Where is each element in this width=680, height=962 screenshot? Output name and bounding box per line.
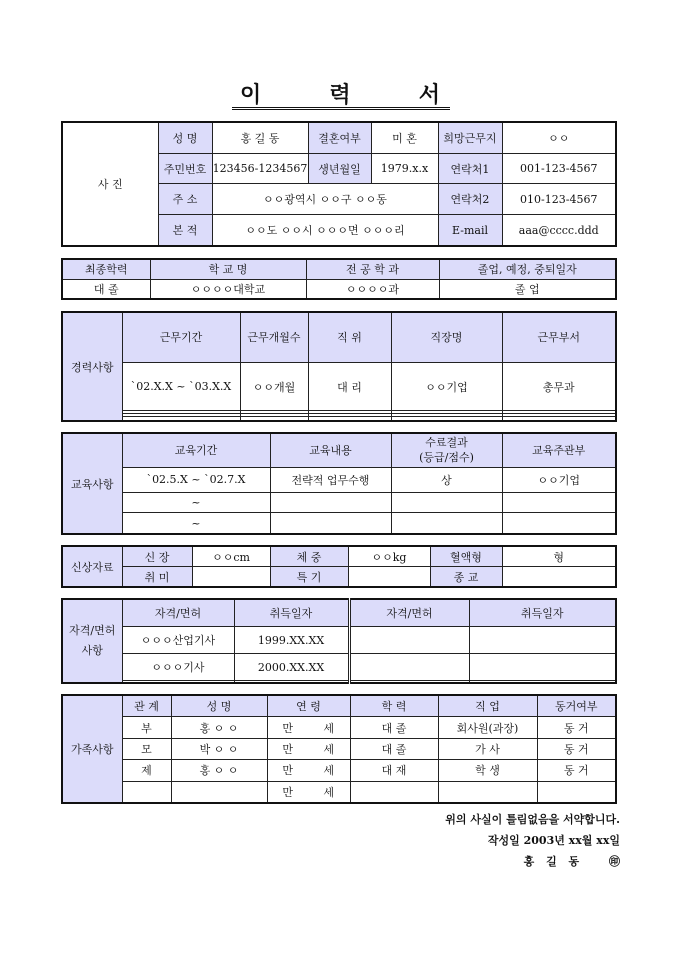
table-row [62, 362, 616, 411]
cell [502, 492, 616, 513]
family-header-cohabit: 동거여부 [537, 695, 616, 717]
contact1-label: 연락처1 [438, 153, 502, 184]
cell [469, 627, 616, 654]
desired-location-value: ㅇㅇ [502, 122, 616, 153]
cell: ~ [122, 513, 270, 534]
table-row [62, 467, 616, 492]
table-row [62, 760, 616, 781]
cell [349, 681, 469, 683]
license-header-name: 자격/면허 [122, 599, 234, 627]
family-name: 박 ㅇ ㅇ [171, 738, 267, 759]
family-relation [122, 781, 171, 803]
contact2-label: 연락처2 [438, 184, 502, 215]
license-label [62, 599, 122, 683]
physical-label: 신상자료 [62, 546, 122, 587]
email-value: aaa@cccc.ddd [502, 215, 616, 246]
family-name [171, 781, 267, 803]
birth-value: 1979.x.x [371, 153, 438, 184]
religion-label: 종 교 [430, 567, 502, 588]
family-cohabit: 동 거 [537, 717, 616, 738]
family-header-job: 직 업 [438, 695, 537, 717]
email-label: E-mail [438, 215, 502, 246]
training-header-content: 교육내용 [270, 433, 391, 467]
license-name: ㅇㅇㅇ기사 [122, 654, 234, 681]
pledge-text: 위의 사실이 틀림없음을 서약합니다. [445, 813, 620, 826]
edu-header-major: 전 공 학 과 [306, 259, 439, 279]
marital-value: 미 혼 [371, 122, 438, 153]
signer-name: 홍 길 동 [523, 855, 584, 868]
contact1-value: 001-123-4567 [502, 153, 616, 184]
desired-location-label: 희망근무지 [438, 122, 502, 153]
origin-value: ㅇㅇ도 ㅇㅇ시 ㅇㅇㅇ면 ㅇㅇㅇ리 [212, 215, 438, 246]
origin-label: 본 적 [158, 215, 212, 246]
training-label: 교육사항 [62, 433, 122, 534]
edu-level: 대 졸 [62, 279, 150, 299]
result-title: 수료결과 [425, 436, 468, 450]
family-education: 대 졸 [350, 738, 438, 759]
edu-header-level: 최종학력 [62, 259, 150, 279]
license-label-line1: 자격/면허 [69, 624, 116, 637]
weight-value: ㅇㅇkg [348, 546, 430, 567]
cell [391, 417, 502, 421]
training-header-period: 교육기간 [122, 433, 270, 467]
physical-table [61, 545, 617, 588]
skill-value [348, 567, 430, 588]
written-date: 작성일 2003년 xx월 xx일 [487, 834, 620, 847]
career-table [61, 311, 617, 422]
family-age-prefix: 만 [267, 717, 308, 738]
table-row [62, 717, 616, 738]
table-row [62, 738, 616, 759]
license-header-name-2: 자격/면허 [349, 599, 469, 627]
license-table [61, 598, 617, 684]
cell [391, 513, 502, 534]
license-name: ㅇㅇㅇ산업기사 [122, 627, 234, 654]
edu-school: ㅇㅇㅇㅇ대학교 [150, 279, 306, 299]
table-row [62, 654, 616, 681]
career-department: 총무과 [502, 362, 616, 411]
hobby-value [192, 567, 270, 588]
cell [469, 654, 616, 681]
edu-major: ㅇㅇㅇㅇ과 [306, 279, 439, 299]
family-cohabit: 동 거 [537, 738, 616, 759]
name-value: 홍 길 동 [212, 122, 308, 153]
family-age-prefix: 만 [267, 760, 308, 781]
edu-header-graduation: 졸업, 예정, 중퇴일자 [439, 259, 616, 279]
family-header-education: 학 력 [350, 695, 438, 717]
address-value: ㅇㅇ광역시 ㅇㅇ구 ㅇㅇ동 [212, 184, 438, 215]
family-job: 가 사 [438, 738, 537, 759]
cell [502, 513, 616, 534]
family-header-age: 연 령 [267, 695, 350, 717]
family-job [438, 781, 537, 803]
family-cohabit: 동 거 [537, 760, 616, 781]
training-header-result [391, 433, 502, 467]
contact2-value: 010-123-4567 [502, 184, 616, 215]
blood-value: 형 [502, 546, 616, 567]
family-relation: 부 [122, 717, 171, 738]
career-header-period: 근무기간 [122, 312, 240, 362]
cell [349, 627, 469, 654]
seal-mark: ㊞ [609, 855, 620, 868]
height-value: ㅇㅇcm [192, 546, 270, 567]
family-education: 대 재 [350, 760, 438, 781]
marital-label: 결혼여부 [308, 122, 371, 153]
edu-graduation: 졸 업 [439, 279, 616, 299]
license-date: 1999.XX.XX [234, 627, 349, 654]
license-date: 2000.XX.XX [234, 654, 349, 681]
title-char-1: 이 [240, 82, 264, 108]
cell [240, 417, 308, 421]
cell [308, 417, 391, 421]
rrn-value: 123456-1234567 [212, 153, 308, 184]
career-header-department: 근무부서 [502, 312, 616, 362]
training-content: 전략적 업무수행 [270, 467, 391, 492]
family-age-prefix: 만 [267, 738, 308, 759]
weight-label: 체 중 [270, 546, 348, 567]
title-char-3: 서 [418, 82, 442, 108]
career-position: 대 리 [308, 362, 391, 411]
career-header-months: 근무개월수 [240, 312, 308, 362]
address-label: 주 소 [158, 184, 212, 215]
table-row [62, 492, 616, 513]
family-age-suffix: 세 [308, 738, 350, 759]
training-table [61, 432, 617, 535]
cell [234, 681, 349, 683]
family-relation: 제 [122, 760, 171, 781]
cell: ~ [122, 492, 270, 513]
career-header-position: 직 위 [308, 312, 391, 362]
blood-label: 혈액형 [430, 546, 502, 567]
family-relation: 모 [122, 738, 171, 759]
cell [270, 492, 391, 513]
family-education: 대 졸 [350, 717, 438, 738]
family-header-relation: 관 계 [122, 695, 171, 717]
cell [122, 681, 234, 683]
cell [502, 417, 616, 421]
signature-line [524, 853, 620, 869]
family-age-suffix: 세 [308, 781, 350, 803]
height-label: 신 장 [122, 546, 192, 567]
title-char-2: 력 [329, 82, 353, 108]
education-table [61, 258, 617, 300]
family-age-suffix: 세 [308, 717, 350, 738]
edu-header-school: 학 교 명 [150, 259, 306, 279]
career-period: `02.X.X ~ `03.X.X [122, 362, 240, 411]
family-cohabit [537, 781, 616, 803]
license-header-date: 취득일자 [234, 599, 349, 627]
training-header-organizer: 교육주관부 [502, 433, 616, 467]
name-label: 성 명 [158, 122, 212, 153]
training-period: `02.5.X ~ `02.7.X [122, 467, 270, 492]
family-age-suffix: 세 [308, 760, 350, 781]
photo-area[interactable]: 사 진 [62, 122, 158, 246]
training-result: 상 [391, 467, 502, 492]
cell [469, 681, 616, 683]
training-organizer: ㅇㅇ기업 [502, 467, 616, 492]
license-header-date-2: 취득일자 [469, 599, 616, 627]
family-job: 학 생 [438, 760, 537, 781]
rrn-label: 주민번호 [158, 153, 212, 184]
cell [391, 492, 502, 513]
family-education [350, 781, 438, 803]
birth-label: 생년월일 [308, 153, 371, 184]
cell [122, 417, 240, 421]
family-table [61, 694, 617, 804]
family-age-prefix: 만 [267, 781, 308, 803]
table-row [62, 681, 616, 683]
family-header-name: 성 명 [171, 695, 267, 717]
career-label: 경력사항 [62, 312, 122, 421]
family-name: 홍 ㅇ ㅇ [171, 760, 267, 781]
cell [270, 513, 391, 534]
document-title [232, 80, 450, 110]
table-row [62, 417, 616, 421]
skill-label: 특 기 [270, 567, 348, 588]
personal-info-table [61, 121, 617, 247]
religion-value [502, 567, 616, 588]
table-row [62, 513, 616, 534]
result-subtitle: (등급/점수) [419, 451, 474, 465]
career-months: ㅇㅇ개월 [240, 362, 308, 411]
hobby-label: 취 미 [122, 567, 192, 588]
table-row [62, 627, 616, 654]
career-company: ㅇㅇ기업 [391, 362, 502, 411]
family-job: 회사원(과장) [438, 717, 537, 738]
family-name: 홍 ㅇ ㅇ [171, 717, 267, 738]
family-label: 가족사항 [62, 695, 122, 803]
cell [349, 654, 469, 681]
table-row [62, 781, 616, 803]
career-header-company: 직장명 [391, 312, 502, 362]
license-label-line2: 사항 [81, 644, 103, 657]
